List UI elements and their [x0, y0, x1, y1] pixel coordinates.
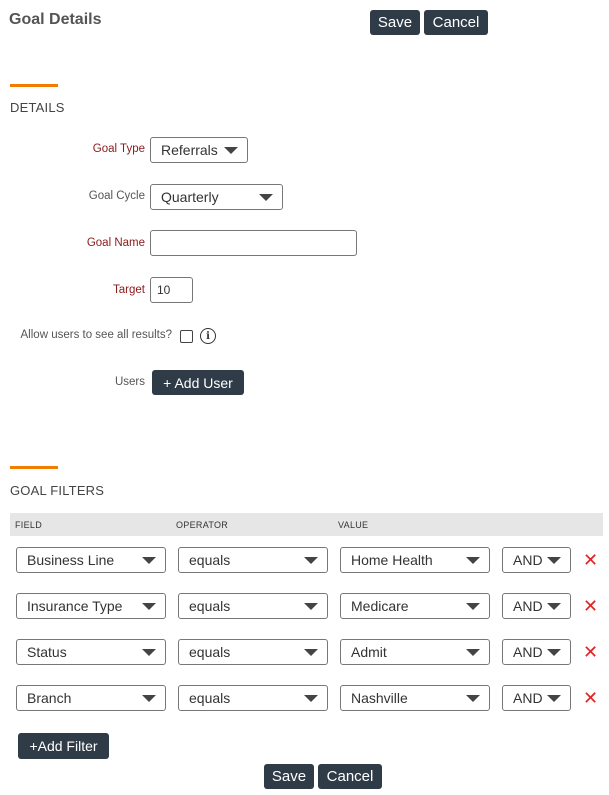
filter-value-select[interactable]: [340, 593, 490, 619]
chevron-down-icon: [466, 603, 480, 610]
filter-conjunction-select[interactable]: [502, 685, 571, 711]
filter-operator-select[interactable]: [178, 593, 328, 619]
column-header-operator: OPERATOR: [176, 520, 229, 530]
goal-cycle-value: Quarterly: [161, 189, 219, 205]
filter-field-select[interactable]: [16, 639, 166, 665]
filter-conjunction-value: AND: [513, 644, 543, 660]
goal-cycle-select[interactable]: [150, 184, 283, 210]
filter-field-value: Status: [27, 644, 67, 660]
filter-field-value: Branch: [27, 690, 72, 706]
goal-type-select[interactable]: [150, 137, 248, 163]
filter-field-value: Business Line: [27, 552, 115, 568]
close-icon[interactable]: ✕: [583, 596, 599, 616]
chevron-down-icon: [466, 649, 480, 656]
filters-table-header: [10, 513, 603, 536]
footer-cancel-button[interactable]: Cancel: [318, 764, 382, 789]
footer-save-button[interactable]: Save: [264, 764, 314, 789]
filter-operator-value: equals: [189, 690, 231, 706]
filter-field-select[interactable]: [16, 685, 166, 711]
target-input[interactable]: 10: [150, 277, 193, 303]
close-icon[interactable]: ✕: [583, 642, 599, 662]
close-icon[interactable]: ✕: [583, 688, 599, 708]
allow-all-results-checkbox[interactable]: [180, 330, 193, 343]
filter-value-value: Medicare: [351, 598, 409, 614]
filter-field-select[interactable]: [16, 547, 166, 573]
page-title: Goal Details: [9, 11, 102, 28]
goal-type-label: Goal Type: [92, 143, 145, 155]
filter-operator-select[interactable]: [178, 547, 328, 573]
chevron-down-icon: [142, 557, 156, 564]
close-icon[interactable]: ✕: [583, 550, 599, 570]
chevron-down-icon: [259, 194, 273, 201]
header-save-button[interactable]: Save: [370, 10, 420, 35]
filters-section-title: GOAL FILTERS: [10, 483, 105, 498]
info-icon[interactable]: i: [200, 328, 216, 344]
goal-name-input[interactable]: [150, 230, 357, 256]
users-label: Users: [114, 376, 145, 388]
chevron-down-icon: [304, 695, 318, 702]
chevron-down-icon: [466, 695, 480, 702]
add-filter-button[interactable]: +Add Filter: [18, 733, 109, 759]
filter-operator-select[interactable]: [178, 639, 328, 665]
goal-cycle-label: Goal Cycle: [88, 190, 145, 202]
filter-conjunction-value: AND: [513, 690, 543, 706]
chevron-down-icon: [547, 649, 561, 656]
filter-conjunction-select[interactable]: [502, 547, 571, 573]
target-label: Target: [113, 284, 145, 296]
chevron-down-icon: [304, 649, 318, 656]
chevron-down-icon: [466, 557, 480, 564]
column-header-value: VALUE: [338, 520, 369, 530]
chevron-down-icon: [224, 147, 238, 154]
chevron-down-icon: [304, 557, 318, 564]
chevron-down-icon: [142, 603, 156, 610]
filter-value-select[interactable]: [340, 547, 490, 573]
filter-value-value: Admit: [351, 644, 387, 660]
chevron-down-icon: [304, 603, 318, 610]
header-cancel-button[interactable]: Cancel: [424, 10, 488, 35]
details-section-title: DETAILS: [10, 100, 65, 115]
filter-field-value: Insurance Type: [27, 598, 123, 614]
chevron-down-icon: [547, 695, 561, 702]
chevron-down-icon: [142, 695, 156, 702]
column-header-field: FIELD: [15, 520, 43, 530]
filter-conjunction-select[interactable]: [502, 593, 571, 619]
allow-all-results-label: Allow users to see all results?: [20, 329, 172, 341]
filter-value-select[interactable]: [340, 685, 490, 711]
filters-accent-bar: [10, 466, 58, 469]
filter-conjunction-value: AND: [513, 598, 543, 614]
filter-value-value: Nashville: [351, 690, 408, 706]
filter-value-select[interactable]: [340, 639, 490, 665]
filter-value-value: Home Health: [351, 552, 433, 568]
chevron-down-icon: [142, 649, 156, 656]
filter-field-select[interactable]: [16, 593, 166, 619]
filter-operator-value: equals: [189, 552, 231, 568]
details-accent-bar: [10, 84, 58, 87]
filter-operator-value: equals: [189, 644, 231, 660]
goal-type-value: Referrals: [161, 142, 218, 158]
chevron-down-icon: [547, 557, 561, 564]
filter-operator-value: equals: [189, 598, 231, 614]
add-user-button[interactable]: + Add User: [152, 370, 244, 395]
goal-name-label: Goal Name: [86, 237, 145, 249]
filter-operator-select[interactable]: [178, 685, 328, 711]
filter-conjunction-value: AND: [513, 552, 543, 568]
filter-conjunction-select[interactable]: [502, 639, 571, 665]
chevron-down-icon: [547, 603, 561, 610]
